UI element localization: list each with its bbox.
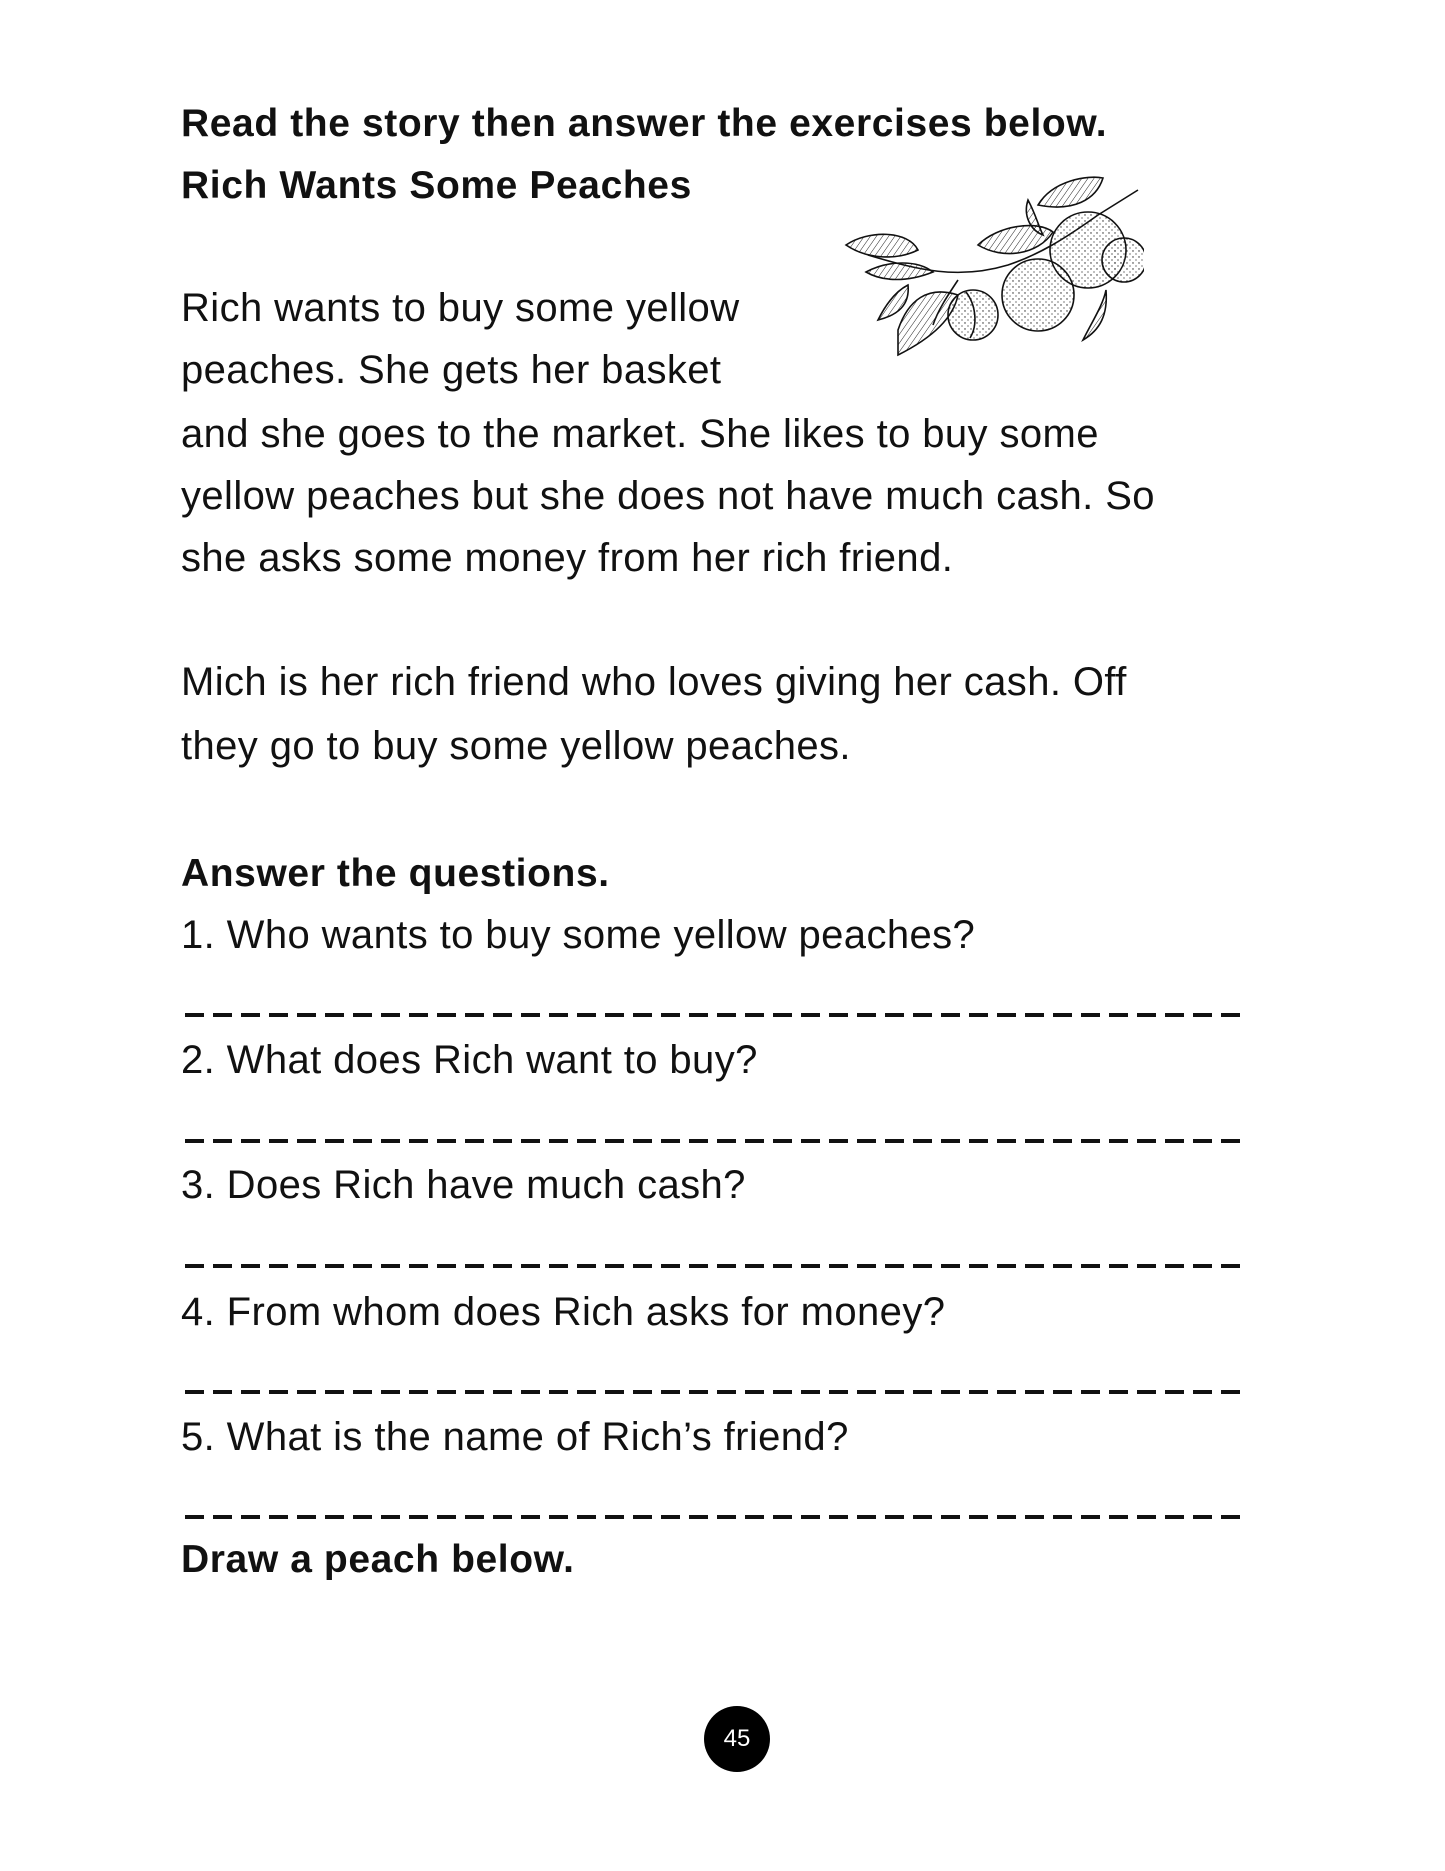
story-paragraph-1-line-3: and she goes to the market. She likes to buy some xyxy=(181,412,1099,456)
questions-heading: Answer the questions. xyxy=(181,852,610,895)
answer-line-5[interactable] xyxy=(185,1515,1245,1519)
story-paragraph-1-line-5: she asks some money from her rich friend. xyxy=(181,536,954,580)
page-number-badge xyxy=(704,1706,770,1772)
question-5: 5. What is the name of Rich’s friend? xyxy=(181,1415,849,1459)
answer-line-1[interactable] xyxy=(185,1013,1245,1017)
story-paragraph-2-line-1: Mich is her rich friend who loves giving her cash. Off xyxy=(181,660,1127,704)
story-paragraph-1-line-1: Rich wants to buy some yellow xyxy=(181,286,740,330)
story-title: Rich Wants Some Peaches xyxy=(181,164,692,207)
answer-line-2[interactable] xyxy=(185,1139,1245,1143)
answer-line-3[interactable] xyxy=(185,1264,1245,1268)
question-2: 2. What does Rich want to buy? xyxy=(181,1038,758,1082)
drawing-area[interactable] xyxy=(181,1600,1245,1690)
question-1: 1. Who wants to buy some yellow peaches? xyxy=(181,913,976,957)
drawing-prompt: Draw a peach below. xyxy=(181,1538,575,1581)
question-3: 3. Does Rich have much cash? xyxy=(181,1163,746,1207)
peach-branch-illustration xyxy=(838,160,1144,378)
instructions-heading: Read the story then answer the exercises below. xyxy=(181,102,1108,145)
story-paragraph-2-line-2: they go to buy some yellow peaches. xyxy=(181,724,851,768)
answer-line-4[interactable] xyxy=(185,1390,1245,1394)
page-number: 45 xyxy=(723,1725,751,1752)
story-paragraph-1-line-2: peaches. She gets her basket xyxy=(181,348,722,392)
question-4: 4. From whom does Rich asks for money? xyxy=(181,1290,946,1334)
story-paragraph-1-line-4: yellow peaches but she does not have much cash. So xyxy=(181,474,1155,518)
